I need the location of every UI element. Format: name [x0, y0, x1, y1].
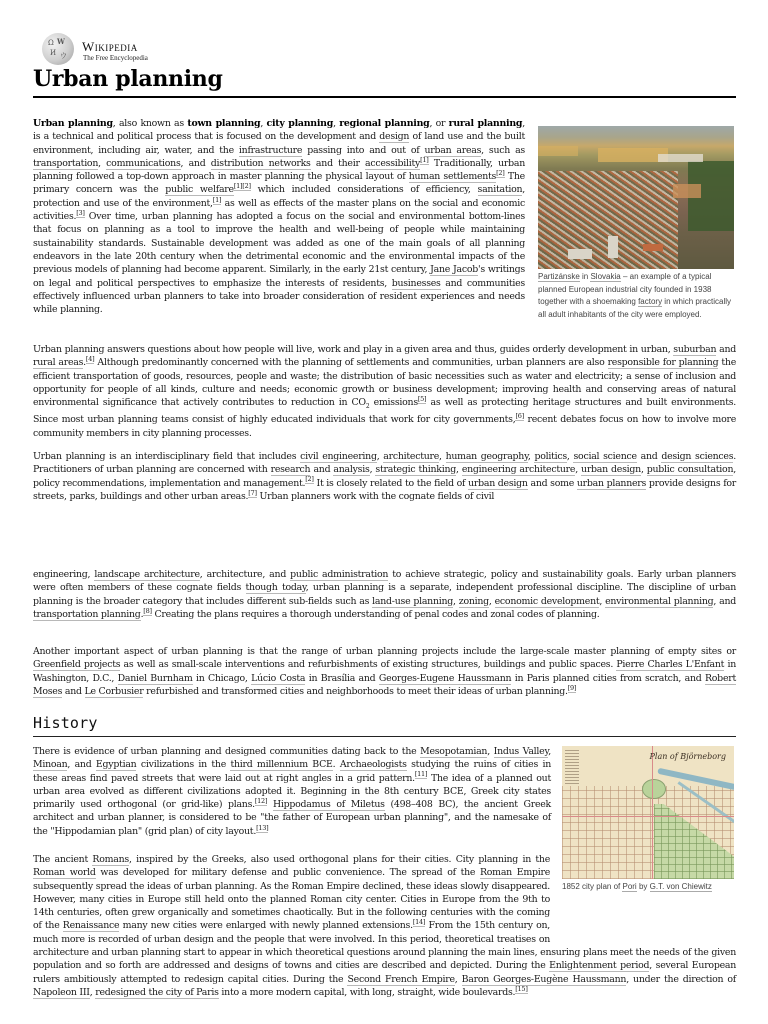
text: ,	[566, 451, 574, 462]
text: , policy recommendations, implementation and management.	[33, 464, 736, 489]
text: Creating the plans requires a thorough understanding of penal codes and zonal codes of planning.	[151, 608, 600, 620]
link-landscape-architecture[interactable]: landscape architecture	[94, 569, 200, 580]
text: ,	[527, 451, 535, 462]
citation-ref[interactable]: [3]	[76, 208, 85, 217]
link-second-french-empire[interactable]: Second French Empire	[347, 973, 455, 985]
text: , and	[180, 157, 211, 169]
citation-ref[interactable]: [15]	[515, 984, 528, 993]
text: , inspired by the Greeks, also used orthogonal plans for their cities. City planning in the	[128, 854, 551, 865]
text: in Washington, D.C.,	[33, 659, 736, 684]
text: Urban planning is an interdisciplinary field that includes	[33, 451, 301, 462]
figure-caption	[538, 271, 736, 321]
text: , urban planning is a separate, independent professional discipline. The discipline of urban planning is the broader category that includes different sub-fields such as	[33, 582, 736, 607]
link-lucio-costa[interactable]: Lúcio Costa	[251, 672, 306, 684]
link-transportation[interactable]: transportation	[33, 157, 99, 169]
citation-ref[interactable]: [4]	[85, 355, 95, 364]
text: , also known as	[112, 118, 188, 129]
text: The ancient	[33, 854, 93, 865]
section-divider	[33, 736, 736, 737]
text: , several European rulers ambitiously attempted to redesign capital cities. During the	[33, 960, 736, 985]
text: The primary concern was the	[33, 171, 525, 196]
text: recent debates focus on how to involve more community members in city planning processes.	[33, 414, 736, 439]
text: , architecture, and	[199, 569, 291, 580]
citation-ref[interactable]: [1]	[420, 155, 429, 164]
page-title: Urban planning	[33, 66, 223, 92]
text: .	[83, 357, 86, 369]
link-social-science[interactable]: social science	[573, 451, 637, 462]
link-romans[interactable]: Romans	[92, 854, 129, 865]
text: Urban planners work with the cognate fields of civil	[256, 490, 495, 502]
text: in Chicago,	[192, 672, 252, 684]
link-enlightenment-period[interactable]: Enlightenment period	[549, 960, 650, 972]
text: studying the ruins of cities in these areas find paved streets that were laid out at right angles in a grid pattern.	[33, 759, 552, 784]
text: From the 15th century on, much more is recorded of urban design and the people that were involved. In this period, theoretical treatises on architecture and urban planning start to appear in which theoretical questions around planning the main lines, ensuring plans meet the needs of the given population and so forth are addressed and designs of towns and cities are described and depicted. During the	[33, 920, 736, 972]
link-gt-von-chiewitz[interactable]: G.T. von Chiewitz	[649, 882, 712, 891]
text: The idea of a planned out urban area evolved as different civilizations adopted it. Beginning in the 8th century BCE, Greek city states primarily used orthogonal (or grid-like) plans.	[33, 772, 551, 811]
text: to achieve strategic, policy and sustainability goals. Early urban planners were often members of these cognate fields	[33, 569, 736, 594]
text: the efficient transportation of goods, resources, people and waste; the distribution of basic necessities such as water and electricity; a sense of inclusion and opportunity for people of all kinds, culture and needs; economic growth or business development; improving health and conserving areas of natural environmental significance that actively contributes to reduction in CO	[33, 357, 736, 409]
text: into a more modern capital, with long, straight, wide boulevards.	[218, 986, 516, 998]
text: subsequently spread the ideas of urban planning. As the Roman Empire declined, these ideas slowly disappeared. However, many cities in Europe still held onto the planned Roman city center. Cities in Europe from the 9th to 14th centuries, often grew organically and sometimes chaotically. But in the following centuries with the coming of the	[33, 880, 550, 932]
text: ,	[454, 973, 462, 985]
text: and	[62, 685, 85, 697]
text: 1852 city plan of	[562, 882, 623, 891]
link-third-millennium-bce[interactable]: third millennium BCE	[230, 759, 333, 771]
link-daniel-burnham[interactable]: Daniel Burnham	[117, 672, 193, 684]
link-infrastructure[interactable]: infrastructure	[238, 144, 303, 156]
citation-ref[interactable]: [2]	[496, 169, 505, 178]
globe-glyph: W	[57, 37, 65, 46]
link-mesopotamian[interactable]: Mesopotamian	[420, 746, 488, 757]
link-analysis[interactable]: analysis	[333, 464, 370, 476]
link-urban-planners[interactable]: urban planners	[576, 477, 647, 489]
text: . Practitioners of urban planning are concerned with	[33, 451, 737, 476]
link-le-corbusier[interactable]: Le Corbusier	[84, 685, 144, 697]
link-rural-areas[interactable]: rural areas	[33, 357, 84, 369]
text: many new cities were enlarged with newly planned extensions.	[119, 920, 413, 932]
link-urban-design[interactable]: urban design	[468, 477, 528, 489]
link-zoning[interactable]: zoning	[458, 595, 489, 607]
figure-float-spacer	[550, 853, 736, 933]
text: and their	[310, 157, 366, 169]
map-title: Plan of Björneborg	[649, 752, 726, 761]
citation-ref[interactable]: [8]	[143, 606, 152, 615]
text: , or	[429, 118, 449, 129]
link-businesses[interactable]: businesses	[391, 277, 441, 289]
text: and communities effectively influenced urban planners to take into broader consideration of resident experiences and needs while planning.	[33, 277, 525, 316]
text: and	[716, 344, 737, 355]
link-environmental-planning[interactable]: environmental planning	[605, 595, 714, 607]
text: , and	[713, 595, 736, 607]
link-georges-eugene-haussmann[interactable]: Georges-Eugene Haussmann	[378, 672, 512, 684]
link-partizanske[interactable]: Partizánske	[538, 272, 580, 281]
citation-ref[interactable]: [12]	[254, 797, 268, 806]
text: Traditionally, urban planning followed a top-down approach in master planning the physical layout of	[33, 157, 525, 183]
text: ,	[369, 464, 376, 476]
text: in Paris planned cities from scratch, and	[511, 672, 705, 684]
text: , protection and use of the environment,	[33, 184, 526, 209]
link-jane-jacobs[interactable]: Jane Jacob	[430, 264, 479, 276]
history-paragraph-1-container	[33, 745, 551, 838]
link-urban-areas[interactable]: urban areas	[424, 144, 482, 156]
title-divider	[33, 96, 736, 98]
text: It is closely related to the field of	[313, 477, 469, 489]
link-suburban[interactable]: suburban	[673, 344, 717, 355]
link-civil-engineering[interactable]: civil engineering	[300, 451, 377, 462]
text: ,	[260, 118, 267, 129]
citation-ref[interactable]: [9]	[567, 683, 577, 692]
text: – an example of a typical planned European industrial city founded in 1938 together with a shoemaking	[538, 272, 712, 306]
citation-ref[interactable]: [1]	[212, 195, 222, 204]
link-pori[interactable]: Pori	[622, 882, 637, 891]
section-heading-history: History	[33, 714, 98, 732]
text: as well as effects of the master plans on the social and economic activities.	[33, 197, 525, 223]
text: was developed for military defense and public convenience. The spread of the	[95, 867, 480, 879]
text: which included considerations of efficiency,	[250, 184, 478, 196]
link-public-welfare[interactable]: public welfare	[165, 184, 234, 196]
link-design[interactable]: design	[379, 131, 410, 143]
text: by	[636, 882, 650, 891]
link-hippodamus-of-miletus[interactable]: Hippodamus of Miletus	[272, 799, 385, 811]
citation-ref[interactable]: [14]	[412, 918, 426, 927]
link-factory[interactable]: factory	[638, 297, 663, 306]
text: ,	[89, 986, 96, 998]
link-sanitation[interactable]: sanitation	[477, 184, 523, 196]
text: Over time, urban planning has adopted a focus on the social and environmental bottom-lines that focus on planning as a tool to improve the health and well-being of people while maintaining sustainability standards. Sustainable development was added as one of the main goals of all planning endeavors in the late 20th century when the detrimental economic and the environmental impacts of the previous models of planning had become apparent. Similarly, in the early 21st century,	[33, 211, 525, 276]
history-paragraph-2-container	[33, 853, 736, 999]
link-architecture[interactable]: architecture	[383, 451, 440, 462]
text: ,	[453, 595, 459, 607]
text: .	[332, 759, 340, 771]
text: as well as protecting heritage structures and built environments. Since most urban planning teams consist of highly educated individuals that work for city governments,	[33, 397, 737, 426]
link-accessibility[interactable]: accessibility	[365, 157, 421, 169]
link-land-use-planning[interactable]: land-use planning	[372, 595, 454, 607]
link-economic-development[interactable]: economic development	[494, 595, 600, 607]
link-renaissance[interactable]: Renaissance	[62, 920, 120, 932]
text: passing into and out of	[302, 144, 425, 156]
intro-paragraph-4-container	[33, 568, 736, 621]
text: and	[310, 464, 334, 476]
text: Another important aspect of urban planning is that the range of urban planning projects include the large-scale master planning of empty sites or	[33, 646, 736, 657]
link-slovakia[interactable]: Slovakia	[590, 272, 621, 281]
text: ,	[488, 595, 495, 607]
bold-term: regional planning	[339, 118, 430, 129]
link-archaeologists[interactable]: Archaeologists	[339, 759, 407, 771]
text: and	[636, 451, 662, 462]
text: emissions	[369, 397, 418, 409]
text: (498–408 BC), the ancient Greek architect and urban planner, is considered to be "the father of European urban planning", and the namesake of the "Hippodamian plan" (grid plan) of city layout.	[33, 799, 551, 837]
wikipedia-wordmark: Wikipedia	[82, 39, 138, 54]
bold-term: rural planning	[448, 118, 523, 129]
text: ,	[599, 595, 606, 607]
wikipedia-tagline: The Free Encyclopedia	[83, 54, 148, 62]
text: of land use and the built environment, including air, water, and the	[33, 131, 525, 156]
text: 's writings on legal and political perspectives to emphasize the interests of residents,	[33, 264, 525, 289]
wikipedia-logo[interactable]	[42, 33, 182, 65]
link-transportation-planning[interactable]: transportation planning	[33, 608, 141, 620]
link-roman-empire[interactable]: Roman Empire	[479, 867, 550, 879]
text: in	[579, 272, 591, 281]
globe-glyph: И	[50, 49, 57, 57]
history-paragraph-1	[33, 745, 551, 838]
text: , such as	[481, 144, 525, 156]
intro-paragraph-2	[33, 343, 736, 440]
link-public-consultation[interactable]: public consultation	[646, 464, 734, 476]
link-strategic-thinking[interactable]: strategic thinking	[375, 464, 457, 476]
link-minoan[interactable]: Minoan	[33, 759, 68, 771]
link-redesign-of-paris[interactable]: redesigned the city of Paris	[95, 986, 219, 998]
text: ,	[456, 464, 462, 476]
text: ,	[333, 118, 340, 129]
text: and some	[527, 477, 577, 489]
text: in Brasília and	[305, 672, 379, 684]
citation-ref[interactable]: [11]	[414, 770, 428, 779]
text: Urban planning answers questions about how people will live, work and play in a given area and thus, guides orderly development in urban,	[33, 344, 674, 355]
link-politics[interactable]: politics	[534, 451, 567, 462]
intro-paragraph-1-container	[33, 117, 525, 316]
intro-paragraph-5-container	[33, 645, 736, 698]
link-design-sciences[interactable]: design sciences	[661, 451, 734, 462]
citation-ref[interactable]: [7]	[248, 488, 257, 497]
text: ,	[98, 157, 107, 169]
link-distribution-networks[interactable]: distribution networks	[210, 157, 311, 169]
intro-paragraph-5	[33, 645, 736, 698]
link-roman-world[interactable]: Roman world	[33, 867, 96, 879]
link-research[interactable]: research	[270, 464, 311, 476]
text: refurbished and transformed cities and neighborhoods to meet their ideas of urban planning.	[143, 685, 568, 697]
link-public-administration[interactable]: public administration	[290, 569, 389, 580]
text: engineering,	[33, 569, 95, 580]
text: ,	[548, 746, 551, 757]
text: ,	[439, 451, 446, 462]
citation-ref[interactable]: [13]	[256, 823, 269, 832]
intro-paragraph-4	[33, 568, 736, 621]
text: There is evidence of urban planning and designed communities dating back to the	[33, 746, 421, 757]
text: provide designs for streets, parks, buildings and other urban areas.	[33, 477, 737, 502]
link-responsible-planning[interactable]: responsible for planning	[607, 357, 719, 369]
text: .	[140, 608, 144, 620]
globe-glyph: Ω	[48, 39, 54, 47]
link-egyptian[interactable]: Egyptian	[95, 759, 137, 771]
link-greenfield-projects[interactable]: Greenfield projects	[33, 659, 121, 671]
link-indus-valley[interactable]: Indus Valley	[493, 746, 549, 757]
wikipedia-globe-icon	[42, 33, 74, 65]
link-though-today[interactable]: though today	[245, 582, 306, 594]
citation-ref[interactable]: [5]	[417, 395, 427, 404]
link-baron-haussmann[interactable]: Baron Georges-Eugène Haussmann	[461, 973, 627, 985]
text: ,	[575, 464, 582, 476]
link-human-geography[interactable]: human geography	[445, 451, 528, 462]
intro-paragraph-3-container	[33, 450, 736, 503]
text: , is a technical and political process that is focused on the development and	[33, 118, 525, 143]
bold-term: town planning	[187, 118, 261, 129]
intro-paragraph-1	[33, 117, 525, 316]
bold-term: Urban planning	[33, 118, 113, 129]
citation-ref[interactable]: [1][2]	[233, 182, 251, 191]
figure-partizanske	[538, 126, 736, 321]
link-napoleon-iii[interactable]: Napoleon III	[33, 986, 90, 998]
text: ,	[640, 464, 647, 476]
citation-ref[interactable]: [2]	[305, 475, 314, 484]
link-robert-moses[interactable]: Robert Moses	[33, 672, 736, 697]
link-pierre-charles-lenfant[interactable]: Pierre Charles L'Enfant	[616, 659, 725, 671]
subscript: 2	[365, 403, 370, 411]
text: in which practically all adult inhabitants of the city were employed.	[538, 297, 731, 319]
intro-paragraph-3	[33, 450, 736, 503]
link-human-settlements[interactable]: human settlements	[408, 171, 497, 183]
text: Although predominantly concerned with the planning of settlements and communities, urban planners are also	[94, 357, 608, 369]
text: , and	[67, 759, 96, 771]
citation-ref[interactable]: [6]	[515, 412, 524, 421]
text: ,	[487, 746, 494, 757]
link-engineering-architecture[interactable]: engineering architecture	[461, 464, 576, 476]
globe-glyph: ウ	[60, 52, 67, 60]
text: civilizations in the	[136, 759, 231, 771]
text: , under the direction of	[626, 973, 736, 985]
text: as well as small-scale interventions and refurbishments of existing structures, buildings and public spaces.	[120, 659, 617, 671]
text: ,	[376, 451, 384, 462]
link-urban-design[interactable]: urban design	[581, 464, 641, 476]
intro-paragraph-2-container	[33, 343, 736, 440]
bold-term: city planning	[266, 118, 334, 129]
link-communications[interactable]: communications	[106, 157, 181, 169]
partizanske-aerial-image[interactable]	[538, 126, 734, 269]
